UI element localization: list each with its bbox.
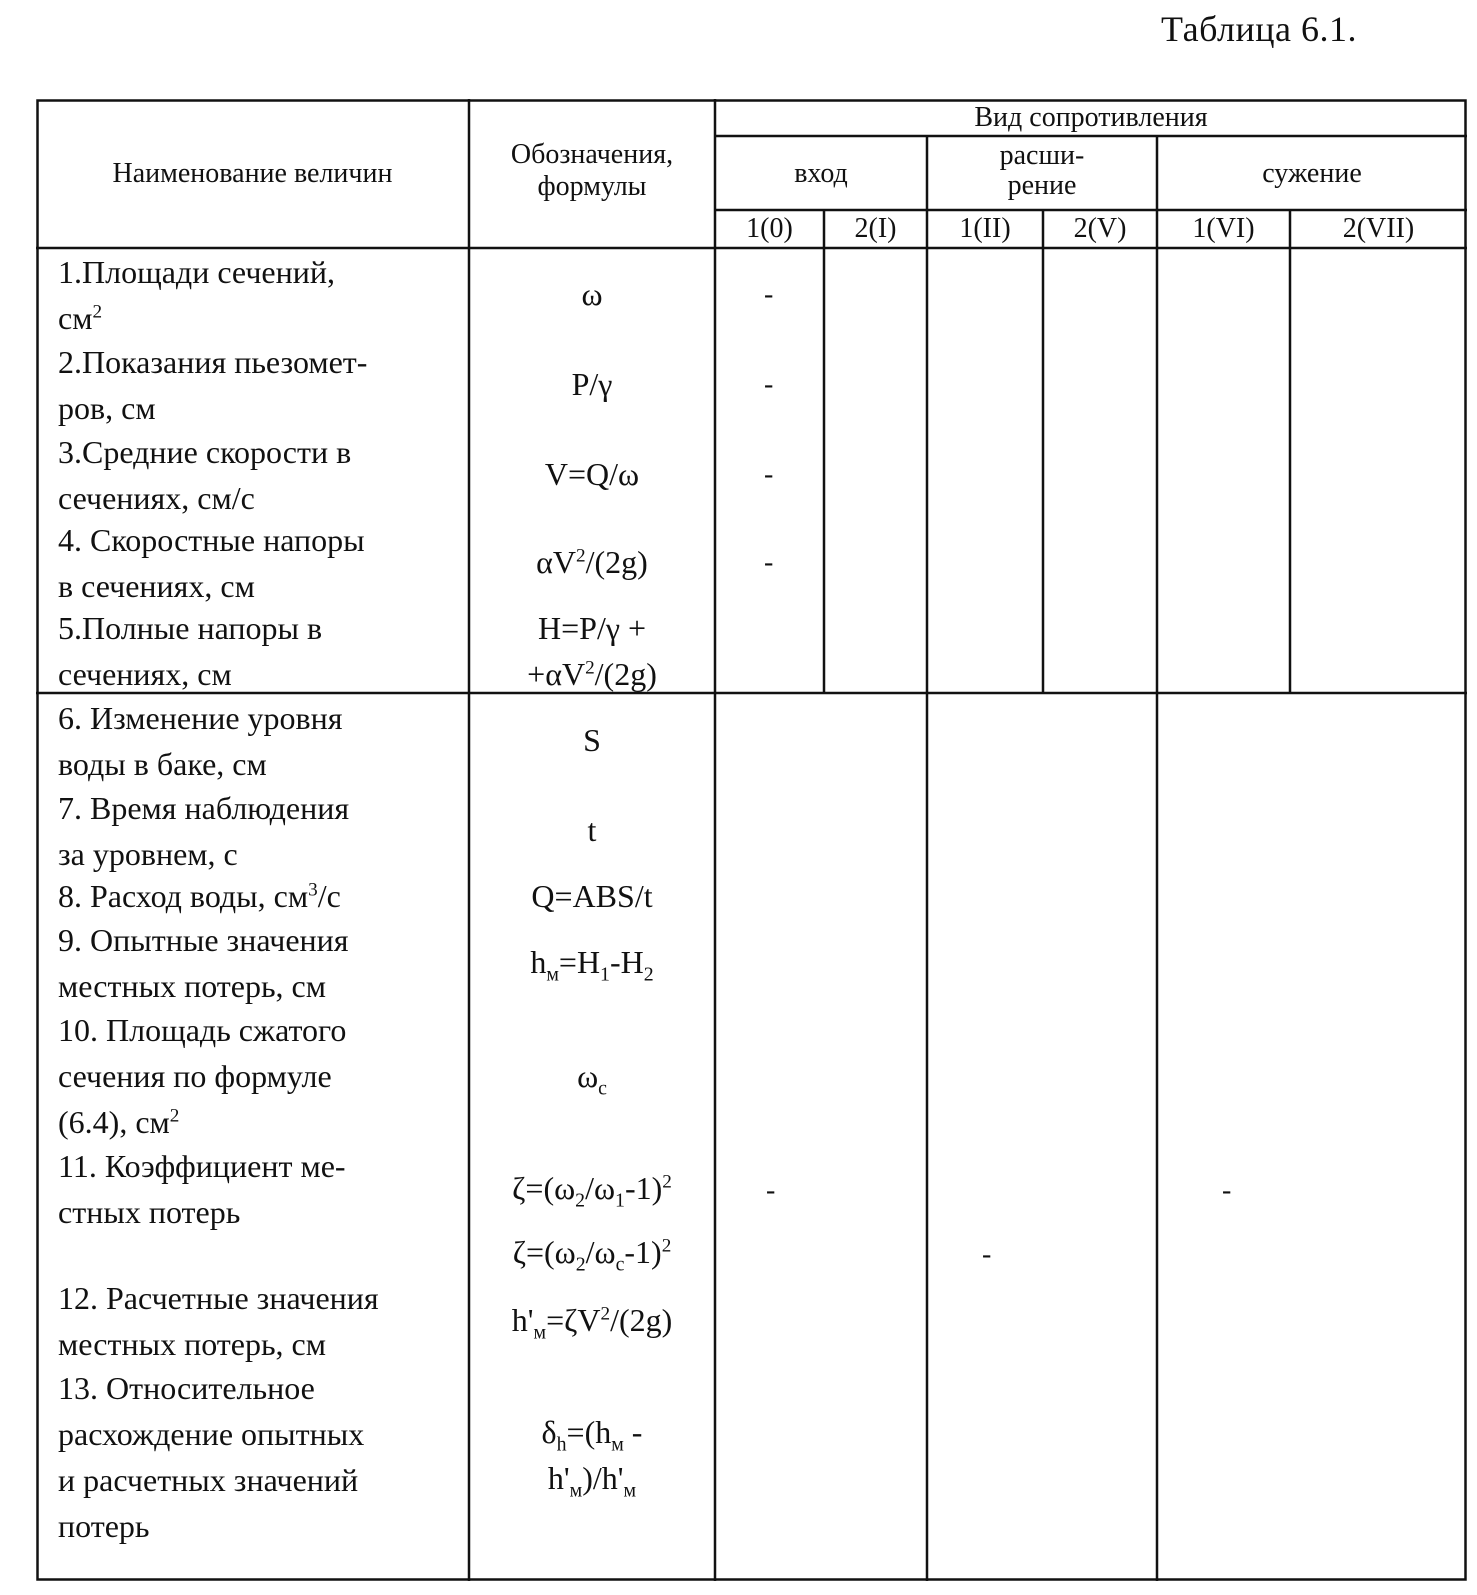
subcol-2-V: 2(V) [1073,213,1127,244]
row-7-formula: t [587,812,597,848]
cell-dash-r2: - [764,369,774,400]
data-table [36,99,1467,1581]
row-3-name [58,429,448,521]
cell-dash-r11-inlet: - [766,1175,776,1206]
row-4-formula: $\alpha V^2/(2g)$ [536,544,648,580]
row-13-formula-l1: $\delta_h=(h_м$ - [541,1414,643,1456]
header-name-column: Наименование величин [112,158,393,189]
row-12-formula: $h'_м=\zeta V^2/(2g)$ [511,1302,673,1344]
table-caption: Таблица 6.1. [1161,9,1357,49]
row-11-name [58,1143,448,1235]
cell-dash-r11-expansion: - [982,1239,992,1270]
row-5-name-l1: 5.Полные напоры в [58,610,323,646]
row-10-name [58,1007,448,1145]
row-5-formula [469,605,715,697]
row-13-formula [469,1409,715,1501]
row-1-name [58,249,448,341]
row-10-name-l1: 10. Площадь сжатого [58,1012,347,1048]
subcol-1-0: 1(0) [746,213,793,244]
row-5-name-l2: сечениях, см [58,656,232,692]
row-4-name-l1: 4. Скоростные напоры [58,522,365,558]
row-11-name-l2: стных потерь [58,1194,241,1230]
row-1-name-l2: $см^2$ [58,300,103,336]
row-9-name-l2: местных потерь, см [58,968,326,1004]
row-10-formula: $\omega_c$ [577,1058,607,1100]
cell-dash-r1: - [764,279,774,310]
row-3-name-l2: сечениях, см/с [58,480,255,516]
cell-dash-r3: - [764,459,774,490]
subcol-2-VII: 2(VII) [1342,213,1415,244]
row-6-formula: S [583,722,601,758]
row-13-name-l4: потерь [58,1508,150,1544]
header-formula-column [469,139,715,203]
row-7-name-l1: 7. Время наблюдения [58,790,350,826]
row-3-formula: V=Q/ω [544,456,640,492]
row-9-formula: $h_м=H_1-H_2$ [530,944,654,986]
header-group-expansion-l2: рение [1007,170,1077,201]
subcol-1-II: 1(II) [959,213,1011,244]
row-13-name-l1: 13. Относительное [58,1370,315,1406]
row-6-name [58,695,448,787]
row-6-name-l2: воды в баке, см [58,746,267,782]
row-13-formula-l2: $h'_м)/h'_м$ [547,1460,637,1502]
row-2-name-l1: 2.Показания пьезомет- [58,344,368,380]
row-7-name [58,785,448,877]
cell-dash-r4: - [764,547,774,578]
row-12-name-l1: 12. Расчетные значения [58,1280,379,1316]
row-9-name [58,917,448,1009]
header-group-inlet: вход [794,158,848,189]
row-12-name [58,1275,448,1367]
row-6-name-l1: 6. Изменение уровня [58,700,343,736]
row-3-name-l1: 3.Средние скорости в [58,434,352,470]
row-2-name [58,339,448,431]
row-9-name-l1: 9. Опытные значения [58,922,349,958]
row-1-formula: ω [581,276,603,312]
row-10-name-l3: (6.4), $см^2$ [58,1104,180,1140]
subcol-2-I: 2(I) [854,213,897,244]
row-13-name-l2: расхождение опытных [58,1416,365,1452]
row-12-name-l2: местных потерь, см [58,1326,326,1362]
row-10-name-l2: сечения по формуле [58,1058,332,1094]
header-group-contraction: сужение [1262,158,1362,189]
header-resistance-type: Вид сопротивления [974,102,1208,133]
row-2-name-l2: ров, см [58,390,156,426]
header-group-expansion [927,141,1157,201]
row-11-formula-1: $\zeta=(\omega_2/\omega_1-1)^2$ [512,1170,672,1212]
row-7-name-l2: за уровнем, с [58,836,238,872]
header-group-expansion-l1: расши- [999,140,1085,171]
subcol-1-VI: 1(VI) [1192,213,1255,244]
cell-dash-r11-contraction: - [1222,1175,1232,1206]
header-formula-line1: Обозначения, [510,139,674,170]
row-5-name [58,605,448,697]
row-4-name [58,517,448,609]
row-13-name [58,1365,448,1549]
row-2-formula: P/γ [571,366,613,402]
row-5-formula-l2: $+\alpha V^2/(2g)$ [527,656,657,692]
row-8-name-l1: 8. Расход воды, $см^3/с$ [58,878,341,914]
row-4-name-l2: в сечениях, см [58,568,255,604]
row-13-name-l3: и расчетных значений [58,1462,359,1498]
row-8-formula: Q=ABS/t [531,878,653,914]
row-5-formula-l1: H=P/γ + [537,610,647,646]
header-formula-line2: формулы [537,171,647,202]
row-11-name-l1: 11. Коэффициент ме- [58,1148,346,1184]
row-1-name-l1: 1.Площади сечений, [58,254,335,290]
row-11-formula-2: $\zeta=(\omega_2/\omega_c-1)^2$ [512,1234,672,1276]
row-8-name [58,873,448,919]
